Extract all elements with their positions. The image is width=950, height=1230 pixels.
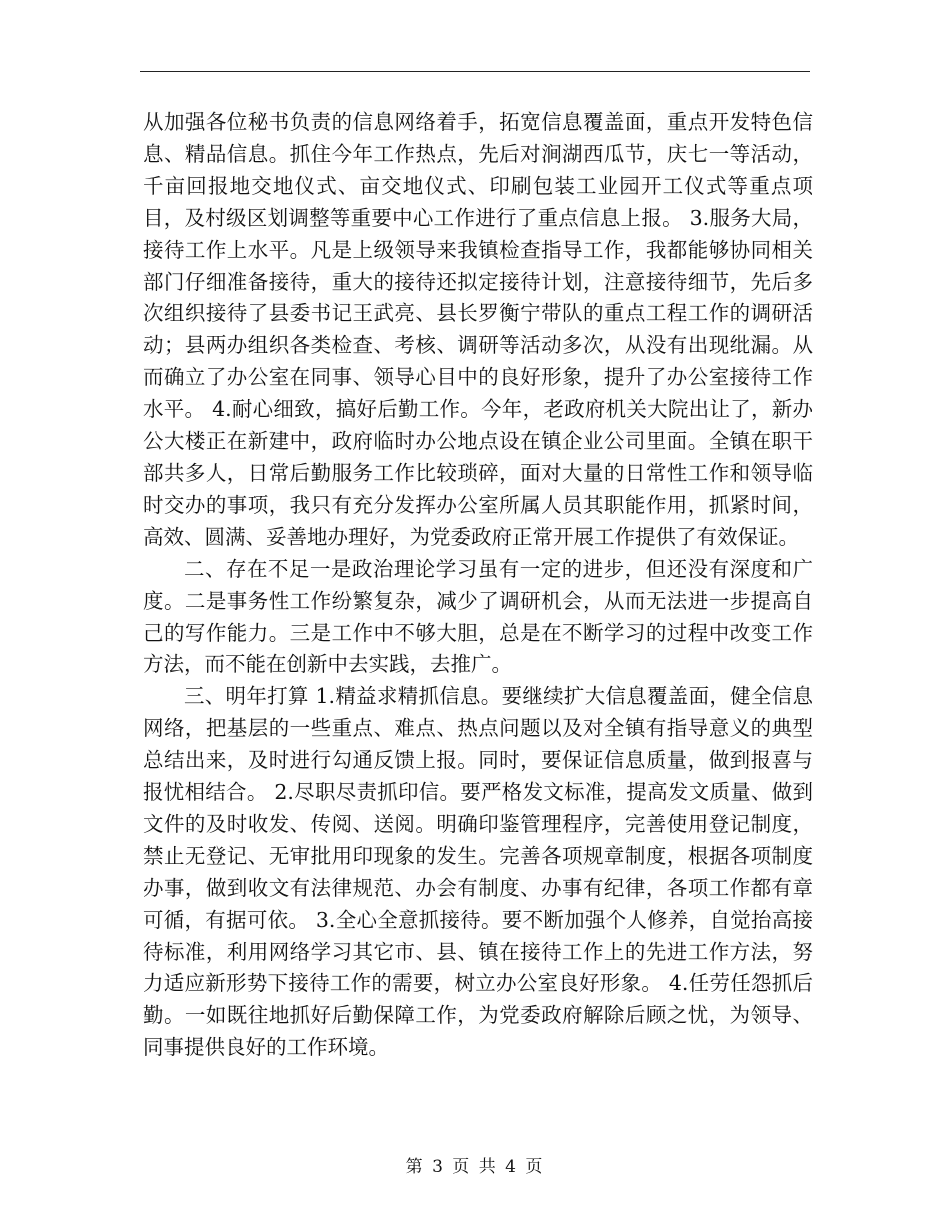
paragraph-2: 二、存在不足一是政治理论学习虽有一定的进步，但还没有深度和广度。二是事务性工作纷繁复杂，减少了调研机会，从而无法进一步提高自己的写作能力。三是工作中不够大胆，总是在不断学习的过程中改变工作方法，而不能在创新中去实践，去推广。	[143, 556, 813, 677]
page-number-label: 第 3 页 共 4 页	[405, 1157, 545, 1177]
header-rule	[140, 71, 810, 72]
paragraph-3: 三、明年打算 1.精益求精抓信息。要继续扩大信息覆盖面，健全信息网络，把基层的一些重点、难点、热点问题以及对全镇有指导意义的典型总结出来，及时进行勾通反馈上报。同时，要保证信息质量，做到报喜与报忧相结合。 2.尽职尽责抓印信。要严格发文标准，提高发文质量、做到文件的及时收发、传阅、送阅。明确印鉴管理程序，完善使用登记制度，禁止无登记、无审批用印现象的发生。完善各项规章制度，根据各项制度办事，做到收文有法律规范、办会有制度、办事有纪律，各项工作都有章可循，有据可依。 3.全心全意抓接待。要不断加强个人修养，自觉抬高接待标准，利用网络学习其它市、县、镇在接待工作上的先进工作方法，努力适应新形势下接待工作的需要，树立办公室良好形象。 4.任劳任怨抓后勤。一如既往地抓好后勤保障工作，为党委政府解除后顾之忧，为领导、同事提供良好的工作环境。	[143, 684, 813, 1060]
paragraph-1: 从加强各位秘书负责的信息网络着手，拓宽信息覆盖面，重点开发特色信息、精品信息。抓住今年工作热点，先后对涧湖西瓜节，庆七一等活动，千亩回报地交地仪式、亩交地仪式、印刷包装工业园开工仪式等重点项目，及村级区划调整等重要中心工作进行了重点信息上报。 3.服务大局，接待工作上水平。凡是上级领导来我镇检查指导工作，我都能够协同相关部门仔细准备接待，重大的接待还拟定接待计划，注意接待细节，先后多次组织接待了县委书记王武亮、县长罗衡宁带队的重点工程工作的调研活动；县两办组织各类检查、考核、调研等活动多次，从没有出现纰漏。从而确立了办公室在同事、领导心目中的良好形象，提升了办公室接待工作水平。 4.耐心细致，搞好后勤工作。今年，老政府机关大院出让了，新办公大楼正在新建中，政府临时办公地点设在镇企业公司里面。全镇在职干部共多人，日常后勤服务工作比较琐碎，面对大量的日常性工作和领导临时交办的事项，我只有充分发挥办公室所属人员其职能作用，抓紧时间，高效、圆满、妥善地办理好，为党委政府正常开展工作提供了有效保证。	[143, 110, 813, 549]
page-footer	[0, 1152, 950, 1177]
document-body	[143, 107, 813, 1064]
